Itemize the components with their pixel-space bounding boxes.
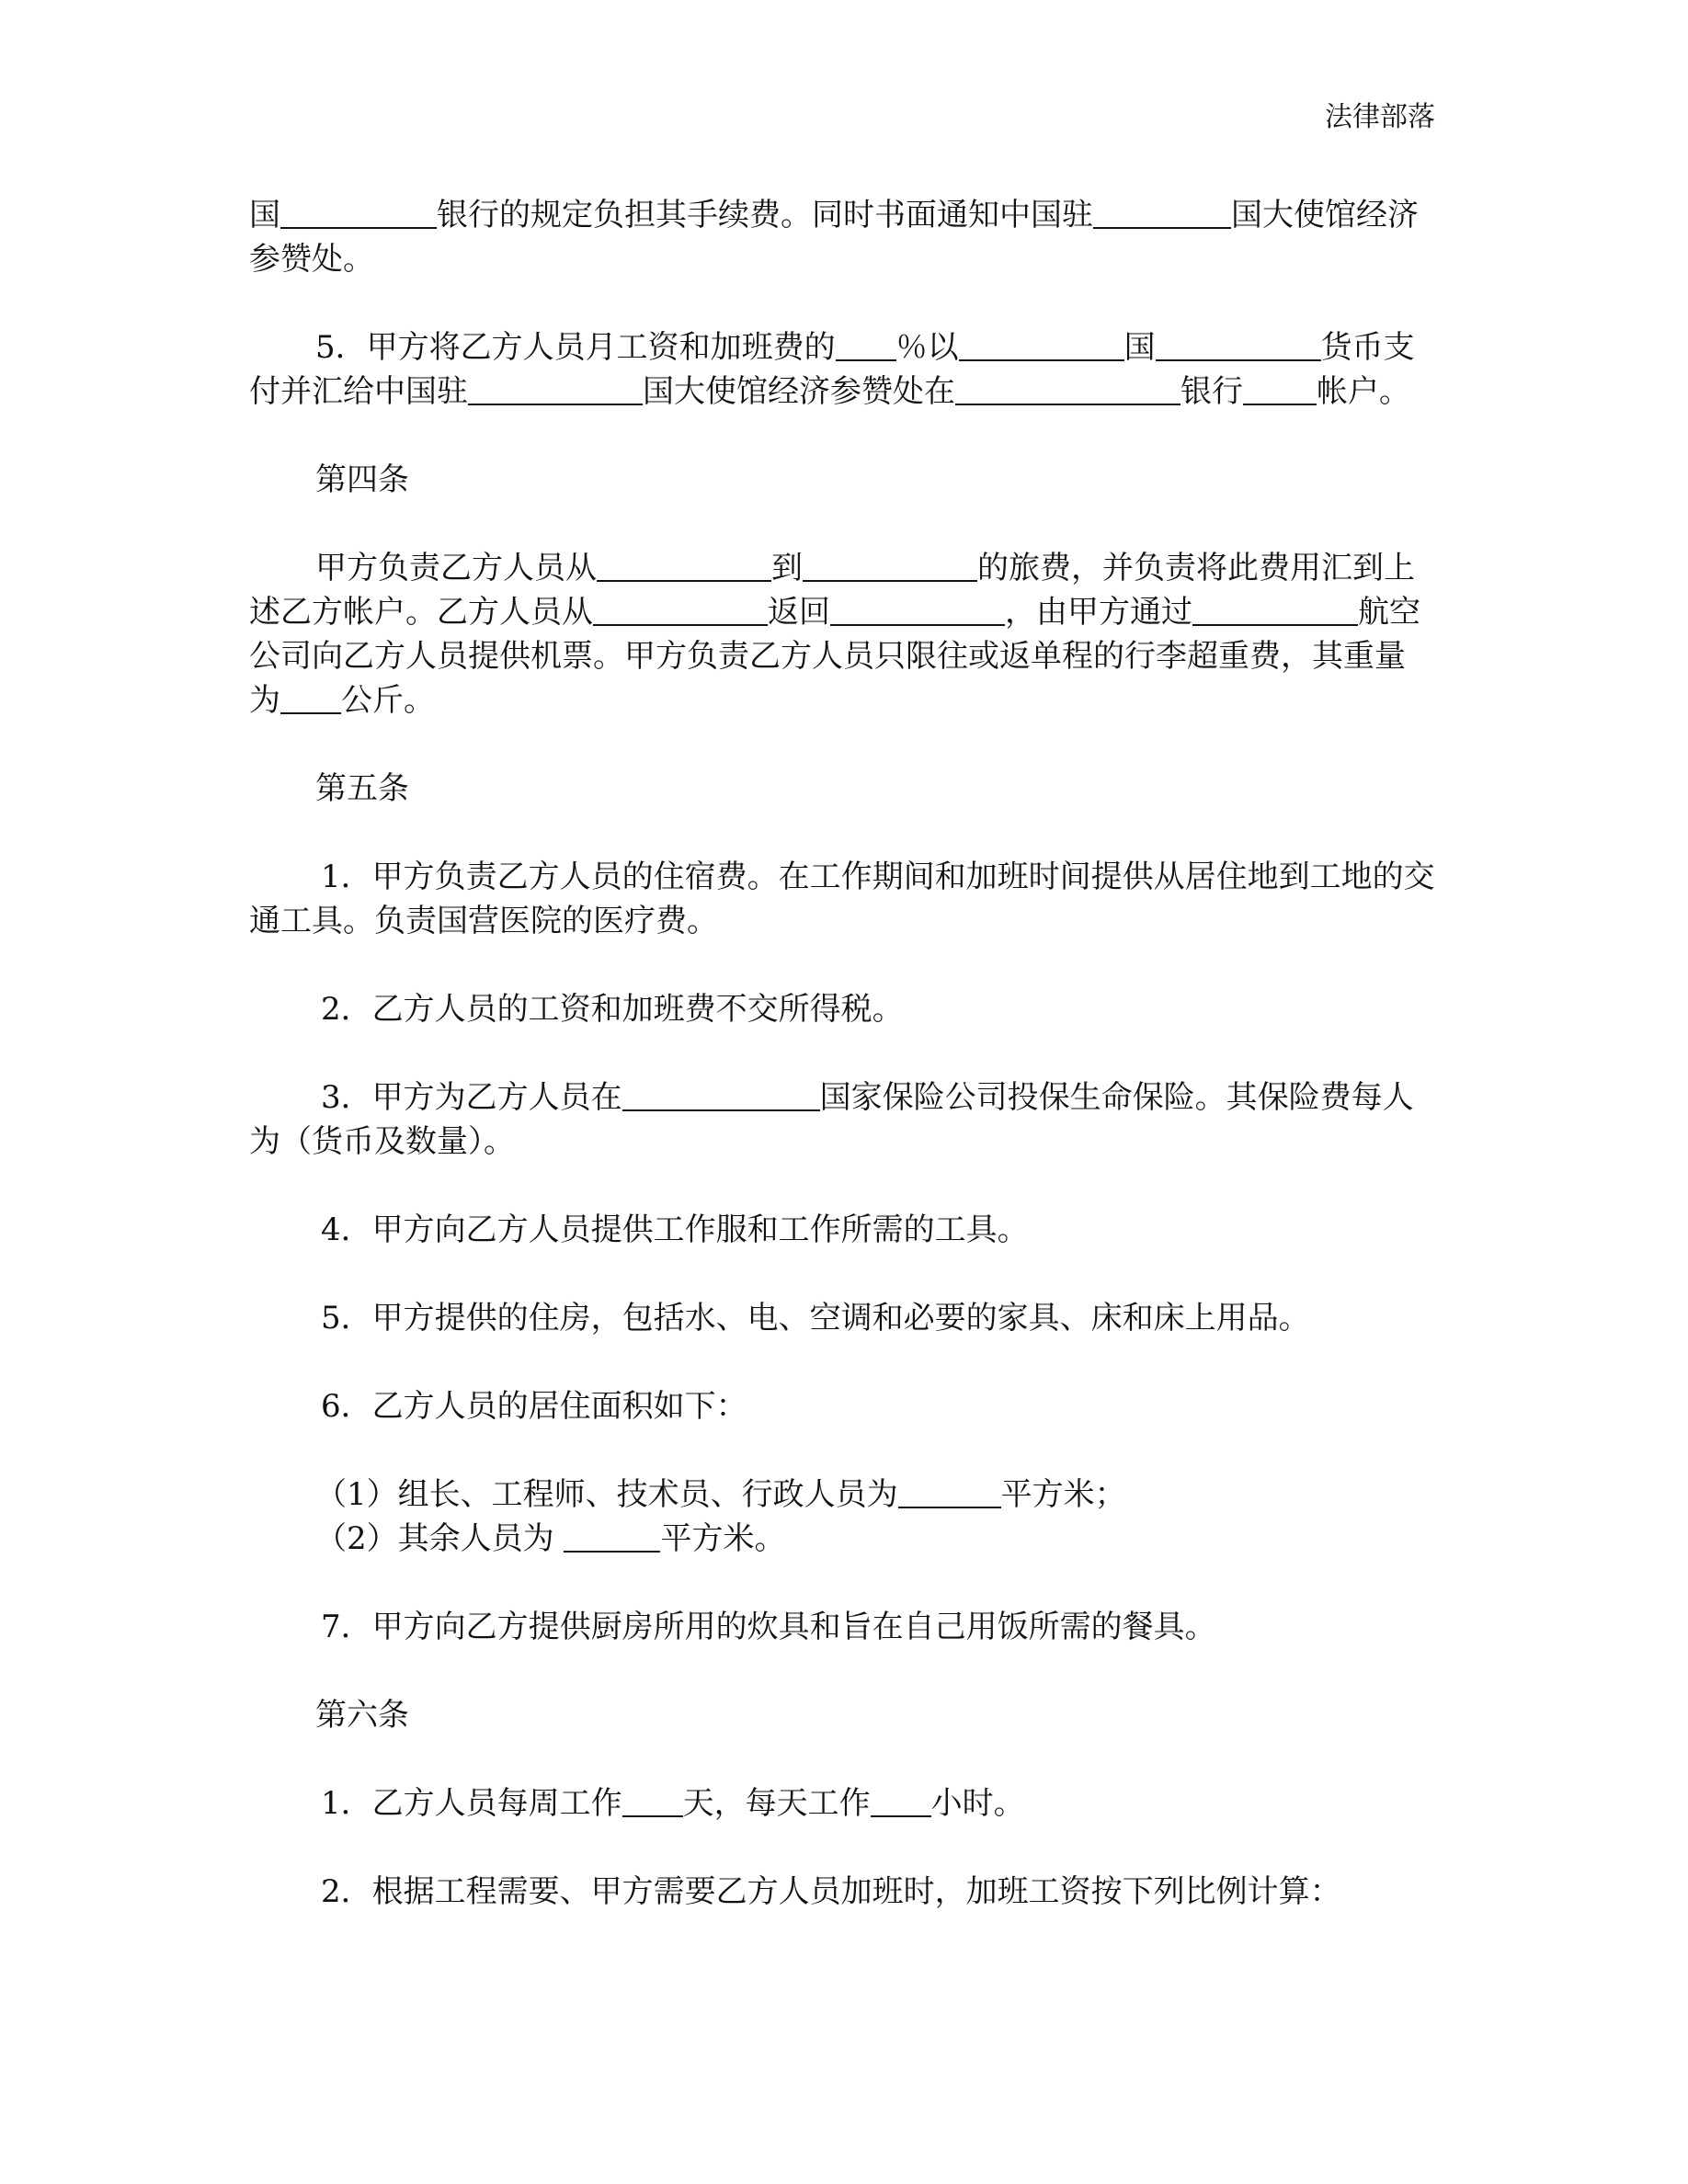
blank-field[interactable] [1192, 593, 1358, 626]
blank-field[interactable] [959, 328, 1124, 361]
blank-field[interactable] [280, 681, 341, 714]
blank-field[interactable] [468, 372, 643, 405]
blank-field[interactable] [830, 593, 1005, 626]
article-5-item-3: 3．甲方为乙方人员在 国家保险公司投保生命保险。其保险费每人为（货币及数量）。 [249, 1079, 1414, 1160]
article-5-item-5: 5．甲方提供的住房，包括水、电、空调和必要的家具、床和床上用品。 [321, 1300, 1310, 1337]
blank-field[interactable] [871, 1784, 931, 1817]
article-6-item-2: 2．根据工程需要、甲方需要乙方人员加班时，加班工资按下列比例计算： [321, 1873, 1341, 1910]
article-5-item-7: 7．甲方向乙方提供厨房所用的炊具和旨在自己用饭所需的餐具。 [321, 1609, 1216, 1645]
paragraph-article-4: 甲方负责乙方人员从 到 的旅费，并负责将此费用汇到上述乙方帐户。乙方人员从 返回 ，由甲方通过 航空公司向乙方人员提供机票。甲方负责乙方人员只限往或返单程的行李超重费，其重量为 公斤。 [249, 550, 1420, 719]
sub-item-2: （2）其余人员为 平方米。 [315, 1520, 786, 1557]
article-4-heading: 第四条 [315, 461, 409, 498]
paragraph-item-5-wages: 5．甲方将乙方人员月工资和加班费的 ％以 国 货币支付并汇给中国驻 国大使馆经济参赞处在 银行 帐户。 [249, 329, 1415, 410]
blank-field[interactable] [955, 372, 1180, 405]
article-6-item-1: 1．乙方人员每周工作 天，每天工作 小时。 [321, 1785, 1025, 1822]
blank-field[interactable] [1093, 196, 1231, 229]
article-5-item-6: 6．乙方人员的居住面积如下： [321, 1388, 747, 1425]
blank-field[interactable] [593, 593, 768, 626]
blank-field[interactable] [898, 1475, 1001, 1508]
blank-field[interactable] [622, 1784, 683, 1817]
blank-field[interactable] [597, 549, 771, 582]
article-5-item-4: 4．甲方向乙方人员提供工作服和工作所需的工具。 [321, 1211, 1029, 1248]
article-5-item-1: 1．甲方负责乙方人员的住宿费。在工作期间和加班时间提供从居住地到工地的交通工具。负责国营医院的医疗费。 [249, 859, 1435, 939]
blank-field[interactable] [280, 196, 437, 229]
blank-field[interactable] [622, 1078, 820, 1111]
paragraph-bank-fee: 国 银行的规定负担其手续费。同时书面通知中国驻 国大使馆经济参赞处。 [249, 197, 1419, 278]
article-5-item-2: 2．乙方人员的工资和加班费不交所得税。 [321, 991, 904, 1028]
article-6-heading: 第六条 [315, 1697, 409, 1734]
blank-field[interactable] [1156, 328, 1321, 361]
blank-field[interactable] [1243, 372, 1317, 405]
blank-field[interactable] [803, 549, 977, 582]
document-body [249, 193, 1435, 1914]
blank-field[interactable] [836, 328, 896, 361]
sub-item-1: （1）组长、工程师、技术员、行政人员为 平方米； [315, 1476, 1126, 1513]
blank-field[interactable] [564, 1519, 660, 1553]
article-5-heading: 第五条 [315, 770, 409, 807]
header-label: 法律部落 [1325, 101, 1435, 133]
